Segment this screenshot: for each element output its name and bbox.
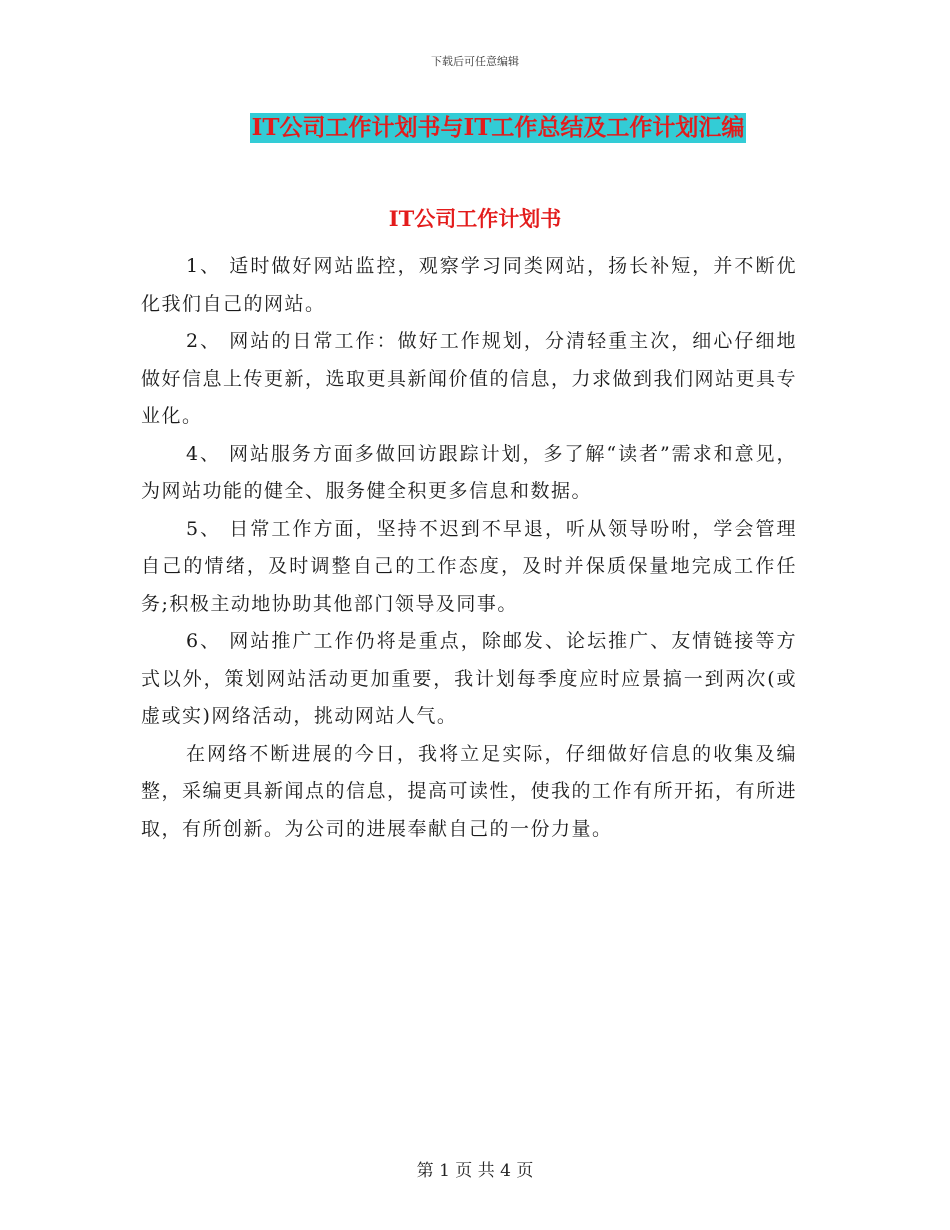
main-title-container [0,113,950,143]
main-title: IT公司工作计划书与IT工作总结及工作计划汇编 [251,114,745,141]
paragraph-item-5: 5、 日常工作方面，坚持不迟到不早退，听从领导吩咐，学会管理自己的情绪，及时调整自己的工作态度，及时并保质保量地完成工作任务;积极主动地协助其他部门领导及同事。 [141,517,797,615]
paragraph-item-1: 1、 适时做好网站监控，观察学习同类网站，扬长补短，并不断优化我们自己的网站。 [141,255,797,315]
page-number: 第 1 页 共 4 页 [416,1161,534,1181]
paragraph-item-2: 2、 网站的日常工作：做好工作规划，分清轻重主次，细心仔细地做好信息上传更新，选取更具新闻价值的信息，力求做到我们网站更具专业化。 [141,330,798,427]
paragraph-conclusion: 在网络不断进展的今日，我将立足实际，仔细做好信息的收集及编整，采编更具新闻点的信息，提高可读性，使我的工作有所开拓，有所进取，有所创新。为公司的进展奉献自己的一份力量。 [141,742,798,840]
document-body [141,248,797,848]
header-note: 下载后可任意编辑 [431,55,519,68]
section-title: IT公司工作计划书 [388,206,562,231]
paragraph-item-4: 4、 网站服务方面多做回访跟踪计划，多了解“读者”需求和意见，为网站功能的健全、服务健全积更多信息和数据。 [141,442,797,502]
paragraph-item-6: 6、 网站推广工作仍将是重点，除邮发、论坛推广、友情链接等方式以外，策划网站活动更加重要，我计划每季度应时应景搞一到两次(或虚或实)网络活动，挑动网站人气。 [141,630,797,727]
